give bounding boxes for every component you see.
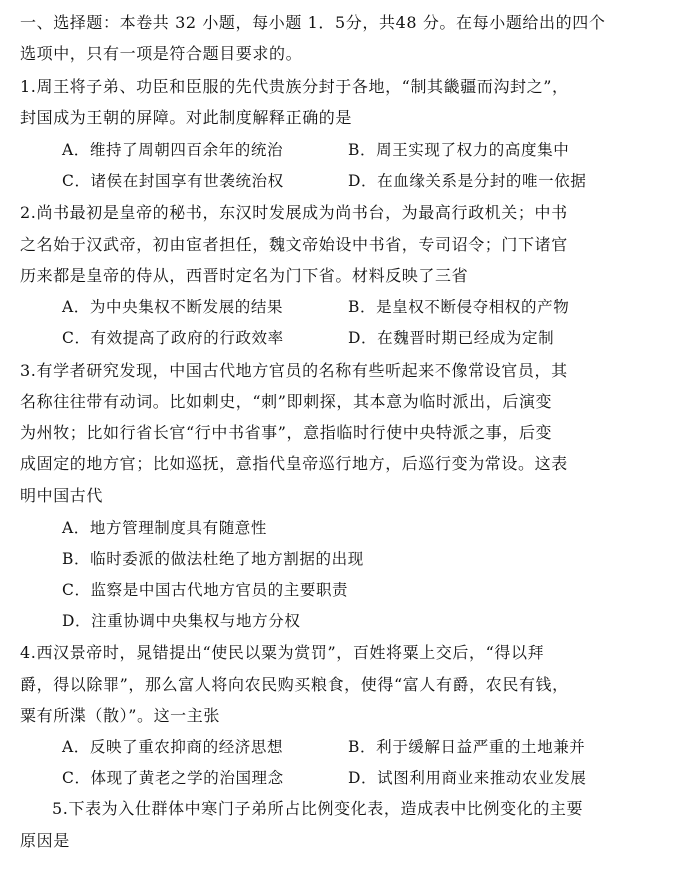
question-4-option-c: C．体现了黄老之学的治国理念 (62, 769, 284, 787)
question-3-option-d: D．注重协调中央集权与地方分权 (62, 612, 301, 630)
question-4-stem: 4.西汉景帝时，晁错提出“使民以粟为赏罚”，百姓将粟上交后，“得以拜 (20, 643, 545, 662)
question-3-option-b: B．临时委派的做法杜绝了地方割据的出现 (62, 550, 364, 568)
question-2-stem: 历来都是皇帝的侍从，西晋时定名为门下省。材料反映了三省 (20, 266, 469, 285)
question-2-stem: 2.尚书最初是皇帝的秘书，东汉时发展成为尚书台，为最高行政机关；中书 (20, 203, 568, 222)
question-4-option-b: B．利于缓解日益严重的土地兼并 (348, 738, 586, 756)
question-2-option-c: C．有效提高了政府的行政效率 (62, 329, 284, 347)
question-1-option-c: C．诸侯在封国享有世袭统治权 (62, 172, 284, 190)
question-4-stem: 爵，得以除罪”，那么富人将向农民购买粮食，使得“富人有爵，农民有钱， (20, 675, 569, 694)
question-3-stem: 成固定的地方官；比如巡抚，意指代皇帝巡行地方，后巡行变为常设。这表 (20, 454, 568, 473)
question-1-option-b: B．周王实现了权力的高度集中 (348, 141, 570, 159)
question-3-stem: 明中国古代 (20, 486, 104, 505)
question-2-stem: 之名始于汉武帝，初由宦者担任，魏文帝始设中书省，专司诏令；门下诸官 (20, 235, 568, 254)
question-5-stem: 5.下表为入仕群体中寒门子弟所占比例变化表，造成表中比例变化的主要 (52, 799, 584, 818)
section-header-line: 选项中，只有一项是符合题目要求的。 (20, 44, 303, 63)
question-3-stem: 3.有学者研究发现，中国古代地方官员的名称有些听起来不像常设官员，其 (20, 361, 568, 380)
question-4-stem: 粟有所渫（散）”。这一主张 (20, 706, 220, 725)
question-5-stem: 原因是 (20, 831, 70, 850)
question-4-option-a: A．反映了重农抑商的经济思想 (62, 738, 284, 756)
question-3-stem: 为州牧；比如行省长官“行中书省事”，意指临时行使中央特派之事，后变 (20, 423, 553, 442)
question-1-stem: 1.周王将子弟、功臣和臣服的先代贵族分封于各地，“制其畿疆而沟封之”， (20, 77, 569, 96)
question-1-stem: 封国成为王朝的屏障。对此制度解释正确的是 (20, 108, 353, 127)
question-3-stem: 名称往往带有动词。比如刺史，“刺”即刺探，其本意为临时派出，后演变 (20, 392, 553, 411)
question-3-option-c: C．监察是中国古代地方官员的主要职责 (62, 581, 349, 599)
question-4-option-d: D．试图利用商业来推动农业发展 (348, 769, 587, 787)
question-2-option-a: A．为中央集权不断发展的结果 (62, 298, 284, 316)
question-3-option-a: A．地方管理制度具有随意性 (62, 519, 267, 537)
section-header-line: 一、选择题：本卷共 32 小题，每小题 1．5分，共48 分。在每小题给出的四个 (20, 13, 606, 32)
question-2-option-d: D．在魏晋时期已经成为定制 (348, 329, 555, 347)
question-2-option-b: B．是皇权不断侵夺相权的产物 (348, 298, 570, 316)
question-1-option-a: A．维持了周朝四百余年的统治 (62, 141, 284, 159)
question-1-option-d: D．在血缘关系是分封的唯一依据 (348, 172, 587, 190)
